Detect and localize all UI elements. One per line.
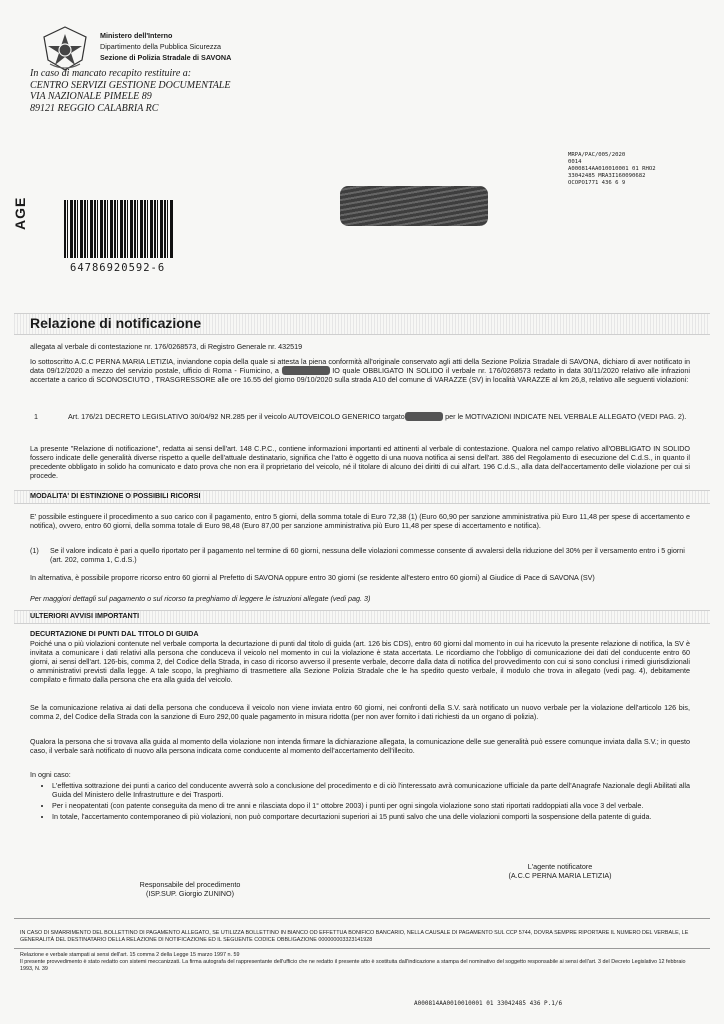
section-heading-modalita: MODALITA' DI ESTINZIONE O POSSIBILI RICORSI: [30, 491, 201, 500]
section2-paragraph-1: Poiché una o più violazioni contenute nel verbale comporta la decurtazione di punti dal titolo di guida (art. 126 bis CDS), entro 60 giorni dal momento in cui ha ricevuto la presente relazione di notifica, la SV è invitata a comunicare i dati relativi alla persona che conduceva il veicolo nel momento in cui la violazione è stata accertata. Le ricordiamo che l'obbligo di comunicazione dei dati del conducente entro 60 giorni, ai sensi dell'art. 126-bis, comma 2, del Codice della Strada, in caso di ricorso avverso il presente verbale, decorre dalla data di notifica del provvedimento con cui si sono conclusi i rimedi giurisdizionali o amministrativi previsti dalla legge. A tale scopo, la preghiamo di trasmettere alla Sezione Polizia Stradale che le ha spedito questo verbale, il modulo che trova in allegato (vedi pag. 4), debitamente compilato e firmato dalla persona che era alla guida del veicolo.: [30, 639, 690, 684]
document-title: Relazione di notificazione: [30, 315, 202, 331]
points-bullet-list: [30, 781, 690, 823]
agent-title: L'agente notificatore: [527, 862, 593, 871]
section2-paragraph-3: Qualora la persona che si trovava alla guida al momento della violazione non intenda firmare la dichiarazione allegata, la comunicazione delle sue generalità può essere comunque inviata dalla S.V.; in questo caso, il verbale sarà notificato di nuovo alla persona indicata come conducente al momento dell'accertamento dell'illecito.: [30, 737, 690, 755]
section-heading-avvisi: ULTERIORI AVVISI IMPORTANTI: [30, 611, 140, 620]
intro-line: allegata al verbale di contestazione nr. 176/0268573, di Registro Generale nr. 432519: [30, 342, 303, 351]
footer-fine-print-1: Relazione e verbale stampati ai sensi dell'art. 15 comma 2 della Legge 15 marzo 1997 n. 59: [20, 952, 240, 958]
emblem-icon: [40, 24, 90, 72]
violation-item: [34, 412, 690, 421]
section1-note: (1) Se il valore indicato è pari a quello riportato per il pagamento nel termine di 60 giorni, nessuna delle violazioni commesse consente di avvalersi della riduzione del 30% per il versamento entro i 5 giorni (art. 202, comma 1, C.d.S.): [30, 546, 685, 564]
redacted-name: [282, 366, 330, 375]
bullet-item: • Per i neopatentati (con patente conseguita da meno di tre anni e rilasciata dopo il 1° ottobre 2003) i punti per ogni singola violazione sono stati riportati raddoppiati alla voce 3 del verbale.: [52, 801, 690, 810]
return-address-city: 89121 REGGIO CALABRIA RC: [30, 102, 159, 114]
body-paragraph-2: La presente "Relazione di notificazione", redatta ai sensi dell'art. 148 C.P.C., contiene informazioni importanti ed attinenti al verbale di contestazione. Qualora nel campo relativo all'OBBLIGATO IN SOLIDO fossero indicate delle generalità diverse rispetto a quelle dell'attuale destinatario, significa che l'atto è oggetto di una nuova notifica ai sensi dell'art. 386 del Regolamento di esecuzione del C.d.S., in quanto il precedente obbligato in solido ha comunicato e dato prova che non era il proprietario del veicolo, né il titolare di alcuno dei diritti di cui all'art. 196 C.d.S., alla data dell'accertamento delle violazione per cui si procede.: [30, 444, 690, 480]
redacted-address: [340, 186, 488, 226]
page-code: A000814AA0010010001 01 33042485 436 P.1/6: [414, 1000, 563, 1007]
meta-code-4: 33042485 MRA3I160090682: [568, 173, 646, 179]
section1-paragraph: E' possibile estinguere il procedimento a suo carico con il pagamento, entro 5 giorni, della somma totale di Euro 72,38 (1) (Euro 60,90 per sanzione amministrativa più Euro 11,48 per spese di accertamento e notifica), ovvero, entro 60 giorni, della somma totale di Euro 98,48 (Euro 87,00 per sanzione amministrativa più Euro 11,48 per spese di accertamento e notifica).: [30, 512, 690, 530]
meta-code-3: A000814AA010010001 01 RHO2: [568, 166, 656, 172]
department-name: Dipartimento della Pubblica Sicurezza: [100, 42, 222, 51]
in-ogni-caso-label: In ogni caso:: [30, 770, 71, 779]
bullet-item: • L'effettiva sottrazione dei punti a carico del conducente avverrà solo a conclusione del procedimento e di ciò l'interessato avrà comunicazione ufficiale da parte dell'Anagrafe Nazionale degli Abilitati alla Guida del Ministero delle Infrastrutture e dei Trasporti.: [52, 781, 690, 799]
section1-info: Per maggiori dettagli sul pagamento o sul ricorso ta preghiamo di leggere le istruzioni allegate (vedi pag. 3): [30, 594, 371, 603]
footer-notice: IN CASO DI SMARRIMENTO DEL BOLLETTINO DI PAGAMENTO ALLEGATO, SE UTILIZZA BOLLETTINO IN BIANCO OD EFFETTUA BONIFICO BANCARIO, NELLA CAUSALE DI PAGAMENTO SUL CCP 5744, DOVRA SEMPRE RIPORTARE IL NUMERO DEL VERBALE, LE GENERALITÀ DEL DESTINATARIO DELLA RELAZIONE DI NOTIFICAZIONE ED IL SEGUENTE CODICE OBBLIGAZIONE 000000003323141928: [20, 930, 689, 943]
barcode: [64, 200, 174, 258]
section-name: Sezione di Polizia Stradale di SAVONA: [100, 53, 232, 62]
return-address-name: CENTRO SERVIZI GESTIONE DOCUMENTALE: [30, 79, 231, 91]
section1-ricorso: In alternativa, è possibile proporre ricorso entro 60 giorni al Prefetto di SAVONA oppure entro 30 giorni (se residente all'estero entro 60 giorni) al Giudice di Pace di SAVONA (SV): [30, 573, 595, 582]
ministry-name: Ministero dell'Interno: [100, 31, 173, 40]
meta-code-2: 0014: [568, 159, 582, 165]
return-instruction: In caso di mancato recapito restituire a:: [30, 68, 192, 79]
barcode-number: 64786920592-6: [70, 262, 166, 274]
meta-code-1: MRPA/PAC/005/2020: [568, 152, 626, 158]
responsible-title: Responsabile del procedimento: [139, 880, 241, 889]
section2-paragraph-2: Se la comunicazione relativa ai dati della persona che conduceva il veicolo non viene inviata entro 60 giorni, nei confronti della S.V. sarà notificato un nuovo verbale per la violazione dell'articolo 126 bis, comma 2, del Codice della Strada con la sanzione di Euro 292,00 quale pagamento in misura ridotta (per non aver fornito i dati richiesti da un organo di polizia).: [30, 703, 690, 721]
violation-number: 1: [34, 412, 38, 421]
violation-text: Art. 176/21 DECRETO LEGISLATIVO 30/04/92 NR.285 per il veicolo AUTOVEICOLO GENERICO targato per le MOTIVAZIONI INDICATE NEL VERBALE ALLEGATO (VEDI PAG. 2).: [68, 412, 687, 421]
responsible-name: (ISP.SUP. Giorgio ZUNINO): [145, 889, 234, 898]
meta-code-5: OCOPO1771 436 6 9: [568, 180, 626, 186]
footer-fine-print-2: Il presente provvedimento è stato redatto con sistemi meccanizzati. La firma autografa del rappresentante dell'ufficio che ne redatto il presente atto è sostituita dall'indicazione a stampa del nominativo del soggetto responsabile ai sensi dell'art. 3 del Decreto Legislativo 12 febbraio 1993, N. 39: [20, 959, 686, 972]
agent-name: (A.C.C PERNA MARIA LETIZIA): [508, 871, 612, 880]
bullet-item: • In totale, l'accertamento contemporaneo di più violazioni, non può comportare decurtazioni superiori ai 15 punti salvo che una delle violazioni comporti la sospensione della patente di guida.: [52, 812, 690, 821]
redacted-plate: [405, 412, 443, 421]
return-address-street: VIA NAZIONALE PIMELE 89: [30, 91, 152, 102]
age-label: AGE: [12, 196, 28, 230]
body-paragraph-1: Io sottoscritto A.C.C PERNA MARIA LETIZIA, inviandone copia della quale si attesta la piena conformità all'originale conservato agli atti della Sezione Polizia Stradale di SAVONA, dichiaro di aver notificato in data 09/12/2020 a mezzo del servizio postale, ufficio di Roma - Fiumicino, a IO quale OBBLIGATO IN SOLIDO il verbale nr. 176/0268573 redatto in data 30/11/2020 relativo alle infrazioni accertate a carico di SCONOSCIUTO , TRASGRESSORE alle ore 16.55 del giorno 09/10/2020 sulla strada A10 del comune di VARAZZE (SV) in località VARAZZE al km 26,8, relativo alle seguenti violazioni:: [30, 357, 691, 384]
section2-subheading: DECURTAZIONE DI PUNTI DAL TITOLO DI GUIDA: [30, 629, 199, 638]
